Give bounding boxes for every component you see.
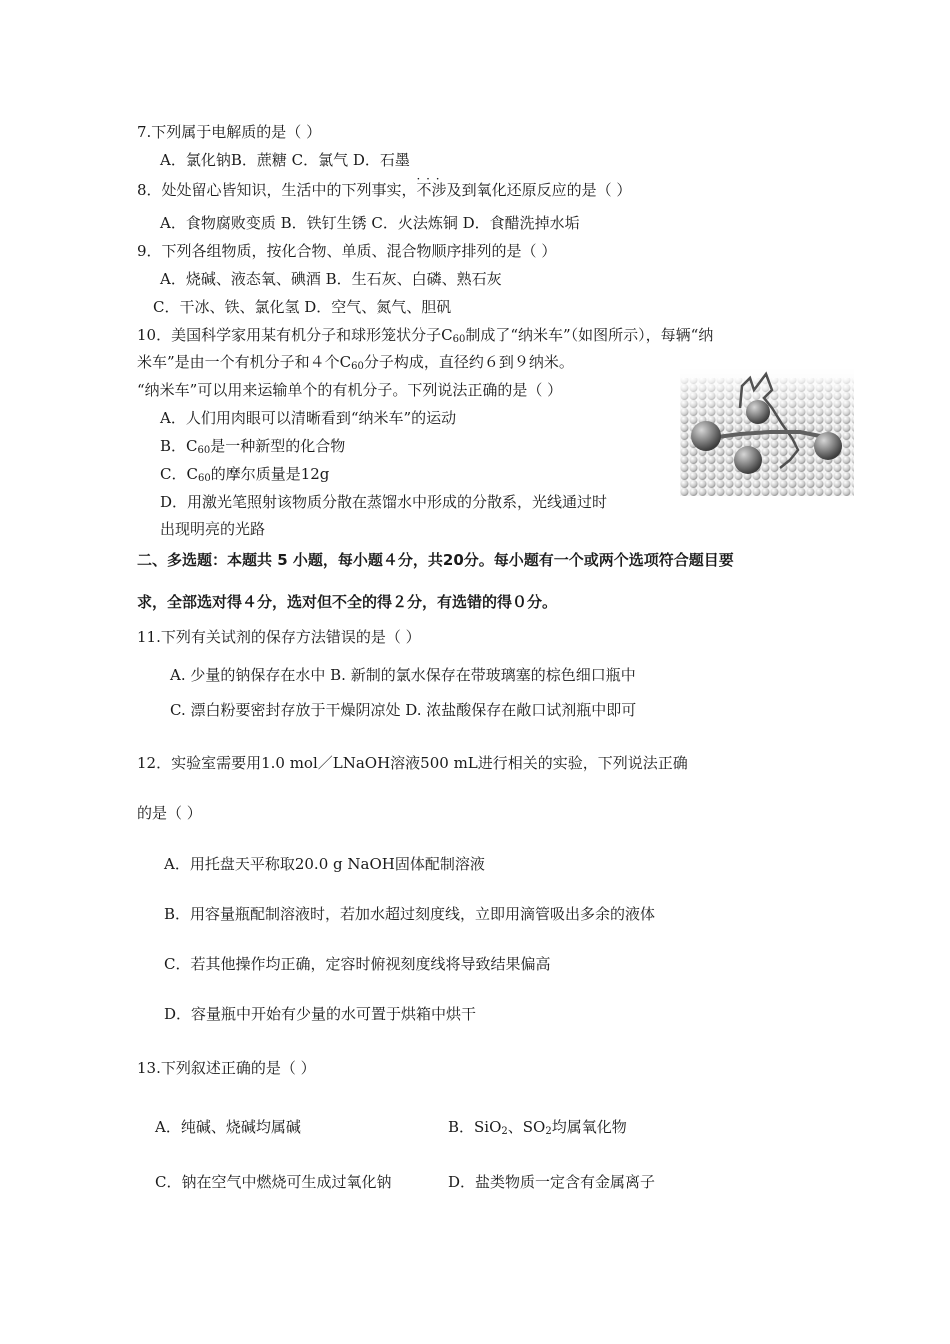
- question-10-line-2: [137, 352, 574, 377]
- text: B．SiO: [448, 1118, 502, 1136]
- question-13-option-b: [448, 1117, 627, 1142]
- subscript: 60: [197, 445, 211, 456]
- section-2-header-line-2: 求，全部选对得４分，选对但不全的得２分，有选错的得０分。: [137, 593, 558, 611]
- question-13-option-d: D．盐类物质一定含有金属离子: [448, 1173, 656, 1191]
- subscript: 60: [351, 361, 364, 372]
- question-10-option-d-line-2: 出现明亮的光路: [160, 520, 266, 538]
- subscript: 2: [501, 1126, 508, 1137]
- question-12-stem-line-1: 12．实验室需要用1.0 mol／LNaOH溶液500 mL进行相关的实验，下列说法正确: [137, 754, 688, 772]
- question-13-stem: 13.下列叙述正确的是（ ）: [137, 1059, 316, 1077]
- question-10-line-3: “纳米车”可以用来运输单个的有机分子。下列说法正确的是（ ）: [137, 381, 563, 399]
- question-12-option-a: A．用托盘天平称取20.0 g NaOH固体配制溶液: [164, 855, 485, 873]
- stem-text: 8．处处留心皆知识，生活中的下列事实，: [137, 181, 417, 199]
- question-9-stem: 9．下列各组物质，按化合物、单质、混合物顺序排列的是（ ）: [137, 242, 557, 260]
- question-10-option-d-line-1: D．用激光笔照射该物质分散在蒸馏水中形成的分散系，光线通过时: [160, 493, 608, 511]
- question-13-option-a: A．纯碱、烧碱均属碱: [155, 1118, 301, 1136]
- question-8-stem: [137, 180, 631, 200]
- text: 的摩尔质量是12g: [210, 465, 330, 483]
- question-11-options-ab: A. 少量的钠保存在水中 B. 新制的氯水保存在带玻璃塞的棕色细口瓶中: [170, 666, 636, 684]
- c60-wheel: [746, 400, 770, 424]
- emphasis-dotted: 不涉及 · · ·: [417, 180, 462, 200]
- question-10-option-a: A．人们用肉眼可以清晰看到“纳米车”的运动: [160, 409, 457, 427]
- subscript: 60: [197, 473, 211, 484]
- section-2-header-line-1: 二、多选题：本题共 5 小题，每小题４分，共20分。每小题有一个或两个选项符合题目要: [137, 551, 734, 569]
- question-12-stem-line-2: 的是（ ）: [137, 804, 202, 822]
- text: 制成了“纳米车”（如图所示），每辆“纳: [465, 326, 714, 344]
- question-8-options: A．食物腐败变质 B．铁钉生锈 C．火法炼铜 D．食醋洗掉水垢: [160, 214, 580, 232]
- text: C．C: [160, 465, 198, 483]
- question-10-option-c: [160, 464, 329, 489]
- question-9-options-cd: C．干冰、铁、氯化氢 D．空气、氮气、胆矾: [153, 298, 452, 316]
- text: 均属氧化物: [551, 1118, 627, 1136]
- question-11-options-cd: C. 漂白粉要密封存放于干燥阴凉处 D. 浓盐酸保存在敞口试剂瓶中即可: [170, 701, 637, 719]
- text: 、SO: [507, 1118, 546, 1136]
- text: 是一种新型的化合物: [210, 437, 346, 455]
- question-12-option-b: B．用容量瓶配制溶液时，若加水超过刻度线，立即用滴管吸出多余的液体: [164, 905, 656, 923]
- text: B．C: [160, 437, 198, 455]
- subscript: 60: [452, 334, 466, 345]
- question-7-stem: 7.下列属于电解质的是（ ）: [137, 123, 322, 141]
- c60-wheel: [814, 432, 842, 460]
- text: 分子构成，直径约６到９纳米。: [363, 353, 574, 371]
- question-12-option-d: D．容量瓶中开始有少量的水可置于烘箱中烘干: [164, 1005, 477, 1023]
- question-9-options-ab: A．烧碱、液态氧、碘酒 B．生石灰、白磷、熟石灰: [160, 270, 502, 288]
- stem-text: 到氧化还原反应的是（ ）: [461, 181, 632, 199]
- c60-wheel: [734, 446, 762, 474]
- question-12-option-c: C．若其他操作均正确，定容时俯视刻度线将导致结果偏高: [164, 955, 551, 973]
- text: 10．美国科学家用某有机分子和球形笼状分子C: [137, 326, 453, 344]
- question-10-line-1: [137, 325, 713, 350]
- question-11-stem: 11.下列有关试剂的保存方法错误的是（ ）: [137, 628, 421, 646]
- text: 米车”是由一个有机分子和４个C: [137, 353, 352, 371]
- question-13-option-c: C．钠在空气中燃烧可生成过氧化钠: [155, 1173, 392, 1191]
- subscript: 2: [545, 1126, 552, 1137]
- question-10-option-b: [160, 436, 345, 461]
- nanocar-illustration: [680, 368, 854, 496]
- c60-wheel: [691, 421, 721, 451]
- question-7-options: A．氯化钠B．蔗糖 C．氯气 D．石墨: [160, 151, 410, 169]
